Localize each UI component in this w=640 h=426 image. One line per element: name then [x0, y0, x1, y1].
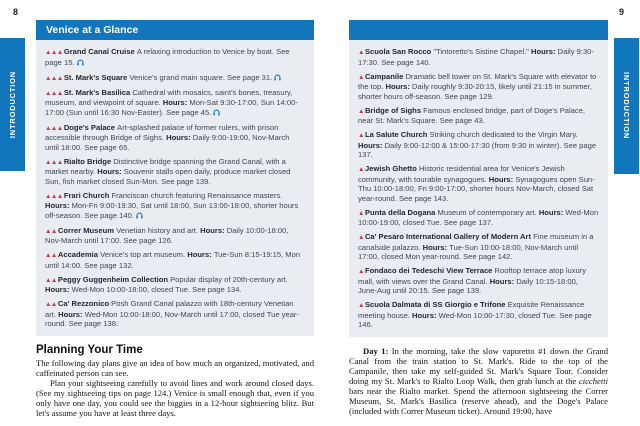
sight-description: Fine museum in a canalside palazzo.	[358, 232, 594, 252]
rating-triangles: ▲	[358, 107, 364, 115]
hours-text: Daily roughly 9:30-20:15, likely until 21:15 in summer, shorter hours off-season. See page 129.	[358, 82, 592, 101]
sight-description: Historic residential area for Venice's Jewish community, with tourable synagogues.	[358, 164, 565, 184]
hours-label: Hours:	[95, 167, 124, 176]
audio-tour-headphones-icon	[274, 74, 281, 84]
hours-text: Mon-Sat 9:30-17:00, Sun 14:00-17:00 (Sun until 16:30 Nov-Easter). See page 45.	[45, 98, 298, 117]
sight-description: Exquisite Renaissance meeting house.	[358, 300, 585, 320]
glance-entry	[45, 123, 305, 153]
hours-text: Synagogues open Sun-Thu 10:00-18:00, Fri 9:00-17:00, shorter hours Nov-March, closed Sat year-round. See page 143.	[358, 174, 595, 203]
sight-name: Scuola Dalmata di SS Giorgio e Trifone	[364, 300, 508, 309]
sight-description: Franciscan church featuring Renaissance masters.	[111, 190, 283, 200]
glance-entry	[45, 275, 305, 295]
hours-label: Hours:	[358, 140, 385, 150]
hours-text: Wed-Mon 10:00-19:00, closed Tue. See page 137.	[358, 207, 599, 227]
audio-tour-headphones-icon	[77, 59, 84, 69]
rating-triangles: ▲	[358, 209, 364, 217]
sight-name: St. Mark's Basilica	[63, 87, 133, 97]
glance-entry	[358, 106, 599, 126]
hours-text: Wed-Mon 10:00-17:30, closed Tue. See page 146.	[358, 310, 592, 329]
rating-triangles: ▲	[358, 49, 364, 56]
rating-triangles: ▲	[358, 73, 364, 81]
sight-description: Rooftop terrace atop luxury mall, with views over the Grand Canal.	[358, 266, 587, 286]
rating-triangles: ▲	[358, 268, 364, 275]
hours-label: Hours:	[185, 250, 214, 259]
hours-text: Wed-Mon 10:00-18:00, Nov-March until 17:00, closed Tue year-round. See page 138.	[45, 309, 299, 328]
sight-description: Cathedral with mosaics, saint's bones, treasury, museum, and viewpoint of square.	[45, 87, 293, 107]
hours-text: Daily 9:00-19:00, Nov-March until 18:00. See page 65.	[45, 133, 290, 152]
sight-description: Famous enclosed bridge, part of Doge's Palace, near St. Mark's Square. See page 43.	[358, 105, 586, 125]
rating-triangles: ▲	[358, 234, 364, 241]
sight-name: Punta della Dogana	[364, 207, 438, 217]
sight-description: Popular display of 20th-century art.	[170, 274, 288, 284]
glance-entry	[358, 164, 599, 203]
glance-entry	[358, 266, 599, 296]
hours-text: Souvenir stalls open daily, produce market closed Sun, fish market closed Sun-Mon. See page 139.	[45, 167, 291, 186]
sight-name: Peggy Guggenheim Collection	[57, 274, 171, 284]
glance-box-title: Venice at a Glance	[46, 24, 139, 36]
glance-entry	[358, 72, 599, 102]
glance-entry	[358, 47, 599, 67]
sight-description: Venice's grand main square. See page 31.	[129, 72, 273, 82]
chapter-tab-left	[0, 38, 25, 171]
glance-entry	[45, 299, 305, 329]
glance-entry	[45, 73, 305, 84]
hours-label: Hours:	[198, 225, 227, 235]
hours-label: Hours:	[160, 98, 190, 107]
sight-name: Ca' Rezzonico	[57, 299, 112, 308]
hours-text: Daily 10:15-18:00, June-Aug until 20:15. See page 139.	[358, 276, 578, 295]
page-number-left: 8	[13, 7, 19, 17]
sight-name: La Salute Church	[364, 130, 430, 139]
sight-description: Posh Grand Canal palazzo with 18th-century Venetian art.	[45, 299, 294, 319]
planning-paragraph-1: The following day plans give an idea of how much an organized, motivated, and caffeinated person can see.	[36, 357, 314, 378]
sight-name: Accademia	[57, 250, 101, 259]
chapter-tab-right	[614, 38, 639, 174]
glance-box-title-bar	[36, 20, 314, 40]
sight-name: Scuola San Rocco	[364, 47, 434, 56]
rating-triangles: ▲▲▲	[45, 49, 63, 56]
hours-label: Hours:	[420, 242, 450, 252]
chapter-tab-label: INTRODUCTION	[622, 72, 631, 140]
hours-label: Hours:	[55, 309, 85, 319]
glance-entry	[45, 250, 305, 270]
glance-box-right	[349, 40, 608, 337]
glance-entry	[45, 226, 305, 246]
sight-description: Venice's top art museum.	[100, 250, 186, 259]
rating-triangles: ▲▲▲	[45, 158, 63, 166]
sight-name: Correr Museum	[57, 225, 117, 235]
day1-text-b: bars near the Rialto market. Spend the afternoon sightseeing the Correr Museum, St. Mark's Basilica (reserve ahead), and the Doge's Palace (included with Correr Museum ticket). Around 19:00, have	[349, 385, 608, 416]
hours-text: Daily 10:00-18:00, Nov-March until 17:00. See page 126.	[45, 225, 289, 245]
sight-description: A relaxing introduction to Venice by boat. See page 15.	[45, 47, 290, 67]
sight-description: Distinctive bridge spanning the Grand Canal, with a market nearby.	[45, 156, 286, 176]
sight-name: Campanile	[364, 71, 406, 81]
hours-text: Tue-Sun 8:15-19:15, Mon until 14:00. See page 132.	[45, 250, 301, 270]
page-number-right: 9	[619, 7, 625, 17]
rating-triangles: ▲▲▲	[45, 124, 63, 132]
rating-triangles: ▲▲▲	[45, 192, 63, 200]
glance-entry	[45, 191, 305, 222]
day1-label: Day 1:	[363, 345, 389, 356]
sight-name: Fondaco dei Tedeschi View Terrace	[364, 266, 495, 275]
sight-description: Striking church dedicated to the Virgin Mary.	[429, 130, 578, 139]
day1-italic-term: cicchetti	[578, 375, 608, 386]
glance-entry	[45, 157, 305, 187]
day1-paragraph	[349, 346, 608, 416]
chapter-tab-label: INTRODUCTION	[8, 70, 17, 139]
glance-entry	[358, 208, 599, 228]
glance-entry	[45, 88, 305, 119]
hours-label: Hours:	[409, 310, 439, 320]
hours-label: Hours:	[383, 82, 413, 91]
rating-triangles: ▲▲▲	[45, 74, 63, 82]
hours-text: Daily 9:00-12:00 & 15:00-17:30 (from 9:30 in winter). See page 137.	[358, 140, 597, 159]
hours-label: Hours:	[45, 201, 72, 210]
sight-name: Rialto Bridge	[63, 156, 114, 166]
glance-box-title-bar-continued	[349, 20, 608, 40]
hours-text: Mon-Fri 9:00-19:30, Sat until 18:00, Sun 13:00-18:00, shorter hours off-season. See page 140.	[45, 201, 299, 220]
sight-description: Museum of contemporary art.	[437, 207, 537, 217]
rating-triangles: ▲	[358, 166, 364, 173]
sight-name: Grand Canal Cruise	[63, 47, 137, 56]
hours-label: Hours:	[486, 174, 516, 184]
sight-name: Frari Church	[63, 190, 112, 200]
sight-name: Doge's Palace	[63, 122, 118, 132]
audio-tour-headphones-icon	[213, 109, 220, 119]
hours-label: Hours:	[528, 47, 558, 56]
sight-description: "Tintoretto's Sistine Chapel."	[433, 47, 529, 56]
rating-triangles: ▲▲	[45, 301, 57, 308]
rating-triangles: ▲▲	[45, 227, 57, 235]
sight-description: Art-splashed palace of former rulers, with prison accessible through Bridge of Sighs.	[45, 122, 279, 142]
rating-triangles: ▲▲▲	[45, 89, 63, 97]
glance-entry	[358, 300, 599, 330]
glance-entry	[358, 232, 599, 262]
rating-triangles: ▲	[358, 302, 364, 309]
rating-triangles: ▲▲	[45, 276, 57, 284]
glance-entry	[45, 47, 305, 68]
sight-name: Jewish Ghetto	[364, 164, 419, 173]
hours-label: Hours:	[45, 285, 72, 294]
hours-text: Wed-Mon 10:00-18:00, closed Tue. See page 134.	[71, 285, 242, 294]
hours-text: Tue-Sun 10:00-18:00, Nov-March until 17:00, closed Mon year-round. See page 142.	[358, 242, 579, 261]
glance-box-left	[36, 40, 314, 336]
glance-entry	[358, 130, 599, 160]
sight-name: Ca' Pesaro International Gallery of Modern Art	[364, 232, 534, 241]
hours-label: Hours:	[536, 207, 566, 217]
hours-text: Daily 9:30-17:30. See page 140.	[358, 47, 594, 67]
sight-name: St. Mark's Square	[63, 72, 130, 82]
sight-name: Bridge of Sighs	[364, 105, 424, 115]
right-page-column	[349, 20, 608, 416]
day1-text-a: In the morning, take the slow vaporetto #1 down the Grand Canal from the train station to St. Mark's. Ride to the top of the Campanile, then take my self-guided St. Mark's Square Tour. Consider doing my St. Mark's to Rialto Loop Walk, then grab lunch at the	[349, 345, 608, 386]
planning-paragraph-2: Plan your sightseeing carefully to avoid lines and work around closed days. (See my sightseeing tips on page 124.) Venice is small enough that, even if you only have one day, you could see the biggies in a 12-hour sightseeing blitz. But let's assume you have at least three days.	[36, 377, 314, 418]
planning-your-time-heading: Planning Your Time	[36, 343, 143, 356]
hours-label: Hours:	[487, 276, 517, 286]
sight-description: Venetian history and art.	[116, 225, 199, 235]
hours-label: Hours:	[164, 133, 193, 142]
left-page-column	[36, 20, 314, 418]
rating-triangles: ▲	[358, 132, 364, 139]
sight-description: Dramatic bell tower on St. Mark's Square with elevator to the top.	[358, 71, 597, 91]
rating-triangles: ▲▲	[45, 252, 57, 259]
audio-tour-headphones-icon	[136, 212, 143, 222]
